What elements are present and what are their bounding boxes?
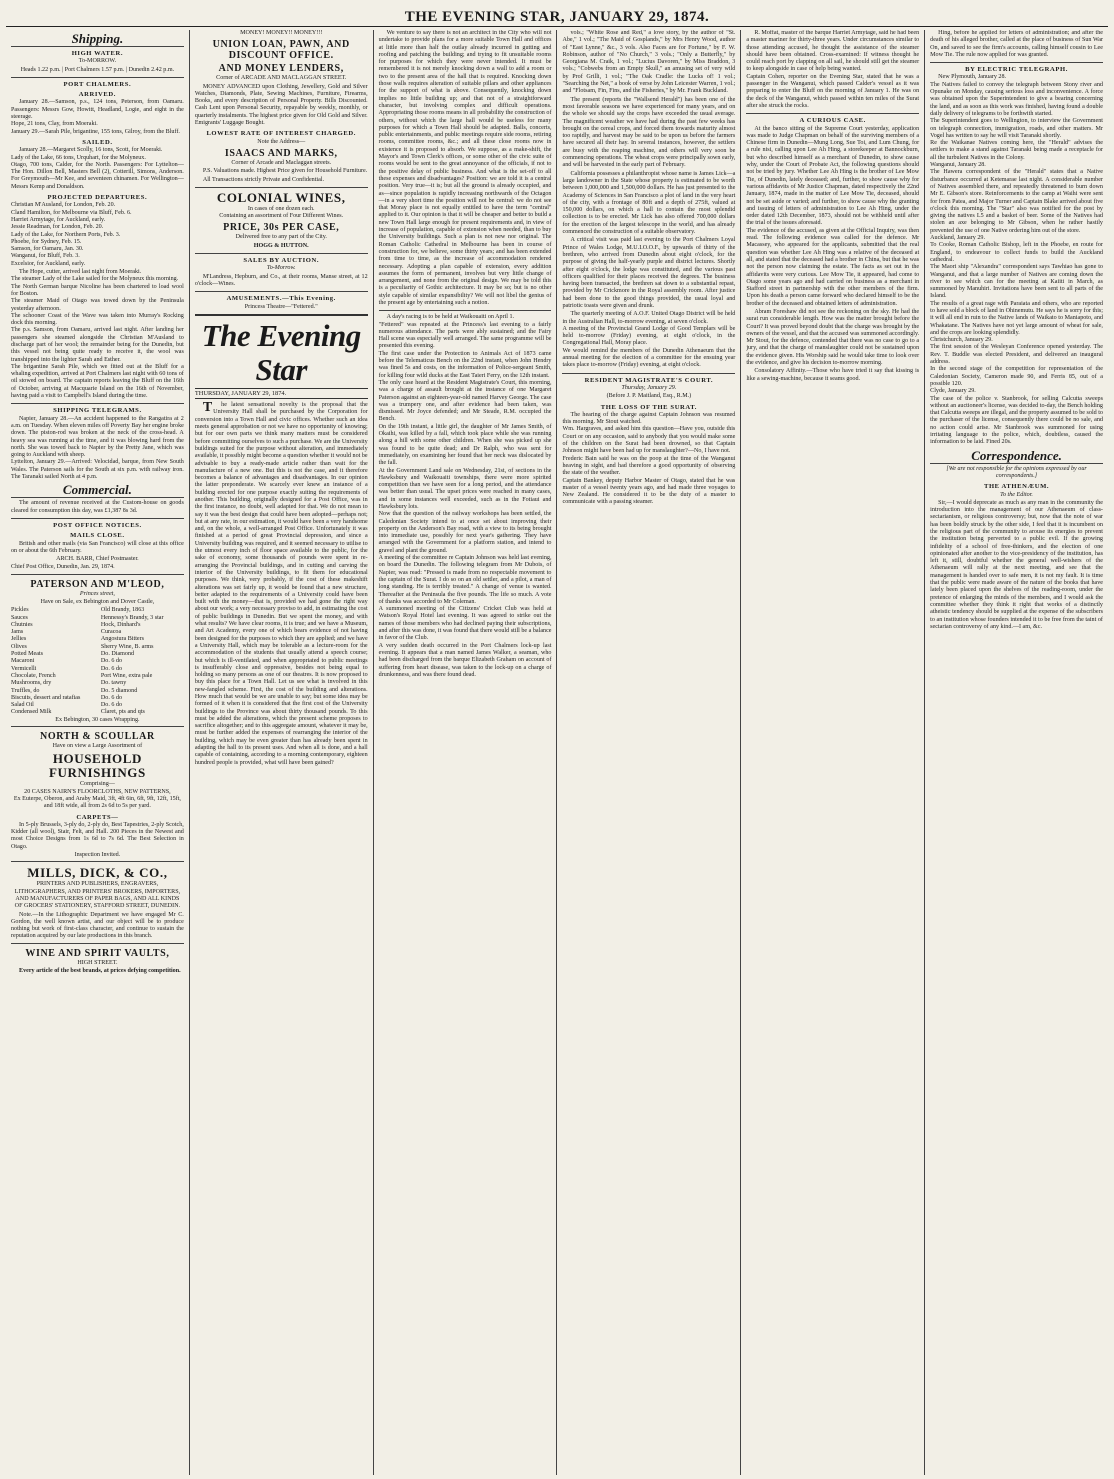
california-report: California possesses a philanthropist whose name is James Lick—a large landowner in the State whose property is estimated to be worth between 1,000,000 and 1,500,000 dollars. He has just presented to the Academy of Sciences in San Francisco a plot of land in the very heart of the city, with a frontage of 80ft and a depth of 275ft, valued at 150,000 dollars, on which a hall to contain the most splendid collection is to be erected. Mr Lick has also offered 700,000 dollars for the erection of the largest telescope in the world, and has already commenced the construction of a suitable observatory. (562, 170, 736, 236)
auction-heading: SALES BY AUCTION. (243, 257, 320, 265)
shipping-news: The Hope, cutter, arrived last night from Moeraki. The steamer Lady of the Lake sailed for the Molyneux this morning. The North German barque Nicoline has been chartered to load wool for Boston. The steamer Maid of Otago was towed down by the Peninsula yesterday afternoon. The schooner Coast of the Wave was taken into Murray's Rocking dock this morning. The p.s. Samson, from Oamaru, arrived last night. After landing her passengers she steamed alongside the Christian M'Ausland to discharge part of her wool; the remainder being for the Dunedin, but this vessel not being quite ready to receive it, the wool was transhipped into the lighter Sarah and Esther. The brigantine Sarah Pile, which we fitted out at the Bluff for a whaling expedition, arrived at Port Chalmers last night with 60 tons of oil stowed on board. The captain reports leaving the Bluff on the 16th of October, arriving at Macquarie Island on the 16th of November, having paid a visit to Campbell's Island during the time. (11, 269, 184, 400)
books-list: vols.; "White Rose and Red," a love story, by the author of "St. Abe," 1 vol.; "The Maid of Gosplands," by Mrs Henry Wood, author of "East Lynne," &c., 3 vols. Also Faces are for Fortune," by F. W. Robinson, author of "No Church," 3 vols.; "Only a Butterfly," by Georgiana M. Craik, 1 vol.; "Lucius Davoren," by Miss Braddon, 3 vols.; "Cobwebs from an Empty Skull," an amusing set of very wild by Prof Grilli, 1 vol.; "The Oak Cradle: the Lucks of! 1 vol.; "Searching the Net," a book of verse by John Leicester Warren, 1 vol.; and "Flotsam, Fin, Fins, and the Fisheries," by Mr. Frank Buckland. (562, 30, 736, 95)
paterson-footer: Ex Bebington, 30 cases Wrapping. (55, 716, 140, 723)
inspection-note: Inspection Invited. (74, 852, 121, 859)
correspondence-note: [We are not responsible for the opinions expressed by our correspondents.] (946, 465, 1087, 479)
shipping-title: Shipping. (11, 31, 184, 47)
divider (195, 187, 368, 188)
column-4 (556, 30, 740, 1475)
curious-heading: A CURIOUS CASE. (799, 117, 866, 125)
surat-continued: R. Moffat, master of the barque Harriet Armytage, said he had been a master mariner for thirty-three years. Under circumstances similar to those attending accused, he thought the assistance of the steamer should have been obtained. Cross-examined: If witness thought he could reach port by clapping on all sail, he should still get the steamer to keep alongside in case of help being wanted. Captain Cohen, reporter on the Evening Star, stated that he was a passenger in the Wanganui, which passed Calder's vessel as it was preparing to enter the Bluff on the morning of January 1. He was on the deck of the Wanganui, which passed within ten miles of the Surat after she struck the rocks. (746, 30, 920, 109)
isaacs-address: Corner of Arcade and Maclaggan streets. (231, 159, 332, 166)
price-list-item: Vermicelli (11, 665, 37, 672)
high-water-heading: HIGH WATER. (71, 50, 124, 57)
household-heading: HOUSEHOLD FURNISHINGS (48, 751, 146, 781)
price-list-item: Angostura Bitters (100, 636, 145, 643)
arrived-text: January 28.—Samson, p.s., 124 tons, Peterson, from Oamaru. Passengers: Messrs Gow, Howitt, Headland, Logie, and eight in the steerage. Hope, 21 tons, Clay, from Moeraki. January 29.—Sarah Pile, brigantine, 155 tons, Gilroy, from the Bluff. (11, 99, 184, 135)
column-1 (6, 30, 189, 1475)
commercial-text: The amount of revenue received at the Custom-house on goods cleared for consumption this day, was £1,387 8s 3d. (11, 500, 184, 514)
columns (6, 30, 1108, 1475)
isaacs-ps: P.S. Valuations made. Highest Price given for Household Furniture. (202, 168, 368, 175)
price-list-item: Salad Oil (11, 702, 34, 709)
paterson-text: Have on Sale, ex Bebington and Dover Castle, (40, 599, 155, 605)
price-list-item: Port Wine, extra pale (100, 672, 153, 679)
sailed-heading: SAILED. (82, 138, 113, 146)
curious-end: Hing, before he applied for letters of administration; and after the death of his alleged brother, called at the place of business of Sun War On, and saved to see the firm's accounts, calling himself cousin to Lee Mow Tie. The rule now applied for was granted. (930, 30, 1103, 58)
court-date: Thursday, January 29. (621, 384, 677, 391)
arrived-heading: ARRIVED. (78, 91, 117, 99)
post-signature: ARCH. BARR, Chief Postmaster. (56, 556, 139, 563)
column-3 (373, 30, 557, 1475)
column-5 (740, 30, 924, 1475)
projected-heading: PROJECTED DEPARTURES. (47, 194, 148, 202)
athenaeum-heading: THE ATHENÆUM. (983, 483, 1050, 491)
tomorrow-label: To-MORROW. (78, 58, 117, 65)
divider (379, 310, 552, 311)
price-list-item: Jellies (11, 636, 27, 643)
paterson-heading: PATERSON AND M'LEOD, (30, 578, 165, 590)
divider (746, 113, 919, 114)
local-news: A day's racing is to be held at Waikouaiti on April 1. "Fettered" was repeated at the Princess's last evening to a fairly numerous attendance. The parts were ably sustained; and the Fairy Hall scene was especially well arranged. The same programme will be presented this evening. The first case under the Protection to Animals Act of 1873 came before the Telematicus Bench on the 22nd instant, when John Hendry was fined 5s and costs, on the information of Police-sergeant Smith, for killing four wild ducks at the East Taieri Ferry, on the 12th instant. The only case heard at the Resident Magistrate's Court, this morning, was a charge of assault brought at the instance of one Margaret Paterson against an eighteen-year-old named Harvey George. The case was a trumpery one, and after evidence had been taken, was dismissed. Mr Joyce defended; and Mr Steade, R.M. occupied the Bench. On the 19th instant, a little girl, the daughter of Mr James Smith, of Okaihi, was killed by a fall, which took place while she was running along a hill with some other children. When she was picked up she was found to be quite dead; and Dr Ralph, who was sent for immediately, on examining her found that her neck was dislocated by the fall. At the Government Land sale on Wednesday, 21st, of sections in the Hawksbury and Waikouaiti townships, there were more spirited competition than we have seen for a long period, and the attendance was better than usual. The upset prices were reached in many cases, and in some instances well exceeded, such as in the Fotiaui and Hawksbury lots. Now that the question of the railway workshops has been settled, the Caledonian Society intend to at once set about improving their property on the Anderson's Bay road, with a view to its being brought into immediate use, possibly for next year's gathering. They have arranged with the Government for a platform station, and intend to gravel and plant the ground. A meeting of the committee re Captain Johnson was held last evening, on board the Dunedin. The following telegram from Mr Dubois, of Napier, was read: "Pressed is made from no respectable movement to the captain of the Surat. I do so on an old settler, and a pilot, a man of long standing. He is terribly treated." A change of venue is wanted. Thereafter at the Peninsula the five pounds. The life so much. A vote of thanks was accorded to Mr Coleman. A summoned meeting of the Citizens' Cricket Club was held at Watson's Royal Hotel last evening. It was agreed to strike out the names of those members who had declined paying their subscriptions, and after this was done, it was found that there would still be a balance in favor of the Club. A very sudden death occurred in the Port Chalmers lock-up last evening. It appears that a man named James Walker, a seaman, who had been discharged from the barque Elizabeth Graham on account of suffering from heart disease, was taken to the lock-up on a charge of drunkenness, and was there found dead. (378, 314, 552, 678)
price-list-item: Curacoa (100, 629, 122, 636)
paterson-price-list (11, 607, 184, 716)
newspaper-flag: The Evening Star (201, 317, 361, 387)
hogg-signature: HOGG & HUTTON. (253, 242, 309, 249)
divider (11, 518, 184, 519)
wine-text: Every article of the best brands, at prices defying competition. (19, 967, 181, 974)
divider (195, 314, 368, 316)
column-2 (189, 30, 373, 1475)
price-list-item: Truffles, do (11, 687, 40, 694)
divider (11, 403, 184, 404)
price-list-item: Pickles (11, 607, 29, 614)
correspondence-title: Correspondence. (930, 448, 1103, 464)
sailed-text: January 28.—Margaret Scolly, 16 tons, Scott, for Moeraki. Lady of the Lake, 66 tons, Urquhart, for the Molyneux. Otago, 700 tons, Calder, for the North. Passengers: For Lyttelton—The Hon. Dillon Bell, Masters Bell (2), Cotterill, Simons, Anderson. For Greymouth—Mr Kee, and seventeen chinamen. For Wellington—Messrs Kemp and Donaldson. (11, 147, 184, 190)
leader-continued: We venture to say there is not an architect in the City who will not undertake to provide plans for a more suitable Town Hall and offices at little more than half the outlay already incurred in gutting and roofing and patching the building; and trying to fit unsuitable rooms for purposes for which they were never intended. It must be remembered it is not merely knocking down a wall to add a room or two to the present area of the hall that is required. Knocking down those walls requires alteration of suitable pillars and other appliances for the support of what is above. Consequently, knocking down implies no little building up; and that not of a straightforward character, but involving complex and difficult operations. Appropriating those rooms means in all probability the construction of others, without which the large hall would be useless for many purposes for which a Town Hall should be adapted. Balls, concerts, public entertainments, and public meetings require side rooms, retiring rooms, committee rooms, &c.; and all these close rooms now in existence it is proposed to absorb. We suppose, as a make-shift, the Mayor's and Town Clerk's offices, or some other of the civic suite of rooms would be sent to the great annoyance of the officials, if not to the positive delay of public business. And what is the set-off to all these expenses and disadvantages? Position: we are told it is a central position. Very true—it is; but all the ground is already occupied, and as—since population is rapidly increasing northwards of the Octagon—in a very short time the position will not be central: we do not see that Moray place is not equally entitled to have the term "central" applied to it. Our opinion is that it will be cheaper and better to build a new Town Hall large enough for present requirements and, in view of increase of population, capable of extension when needed, than to buy the University buildings. Such a plan is not new nor original. The Roman Catholic Cathedral in Melbourne has been in course of construction for, we believe, some thirty years; and has been extended from time to time, as the increase of accommodation rendered necessary. Adopting a plan capable of extension, every addition assumes the form of permanent, involves but very little change of arrangement, and none from the original design. We may be told this is a peculiarity of Gothic architecture. It may be so; but is no other style capable of similar expansibility? We will not libel the genius of the present age by entertaining such a notion. (378, 30, 552, 306)
auction-tomorrow: To-Morrow. (266, 265, 296, 272)
athenaeum-to: To the Editor. (1000, 491, 1033, 498)
price-list-item: Do. tawny (100, 680, 127, 687)
price-list-item: Do. 6 do (100, 702, 123, 709)
mails-text: British and other mails (via San Francisco) will close at this office on or about the 6th February. (11, 540, 184, 554)
divider (195, 291, 368, 292)
isaacs-heading: ISAACS AND MARKS, (224, 147, 338, 159)
price-list-item: Do. 6 do (100, 658, 123, 665)
price-list-item: Sauces (11, 614, 28, 621)
court-heading: RESIDENT MAGISTRATE'S COURT. (584, 376, 714, 384)
mills-note: Note.—In the Lithographic Department we have engaged Mr C. Gordon, the well known artist, and our object will be to produce nothing but work of first-class character, and continue to sustain the reputation acquired by our late productions in this branch. (11, 911, 184, 940)
colonial-text: In cases of one dozen each. Containing an assortment of Four Different Wines. (219, 205, 344, 220)
price-list-item: Claret, pts and qts (100, 709, 145, 716)
union-address: Corner of ARCADE AND MACLAGGAN STREET. (216, 75, 347, 82)
isaacs-pre: Note the Address— (257, 138, 306, 145)
price-list-item: Biscuits, dessert and ratafias (11, 694, 81, 701)
harvest-report: The present (reports the "Wallsend Herald") has been one of the most favorable seasons we have experienced for many years, and on the whole we should say the crops have exceeded the usual average. The magnificent weather we have had during the past few weeks has brought on the cereal crops, and forced them towards maturity almost too rapidly, and harvest may be said to be upon us before the farmers have secured all their hay. In several instances, however, the settlers are busy with the reaping machine, and others will very soon be commencing operations. The wheat crops were principally sown early, and will be harvested in the early part of February. (562, 96, 736, 169)
price-list-item: Do. 6 do (100, 694, 123, 701)
column-6 (924, 30, 1108, 1475)
telegrams-heading: SHIPPING TELEGRAMS. (53, 407, 142, 415)
rate-heading: LOWEST RATE OF INTEREST CHARGED. (206, 130, 357, 138)
projected-text: Christian M'Ausland, for London, Feb. 20. Cland Hamilton, for Melbourne via Bluff, Feb. 6. Harriet Armytage, for Auckland, early. Jessie Readman, for London, Feb. 20. Lady of the Lake, for Northern Ports, Feb. 3. Phoebe, for Sydney, Feb. 15. Samson, for Oamaru, Jan. 30. Wanganui, for Bluff, Feb. 3. Excelsior, for Auckland, early. (11, 202, 132, 267)
divider (195, 253, 368, 254)
carpets-heading: CARPETS— (76, 813, 119, 821)
commercial-title: Commercial. (11, 482, 184, 498)
amusements-heading: AMUSEMENTS.—This Evening. (226, 295, 336, 303)
dateline-day: THURSDAY, JANUARY 29, 1874. (194, 389, 287, 397)
athenaeum-letter: Sir,—I would deprecate as much as any man in the community the introduction into the management of our Athenaeum of class-sectarianism, or religious controversy; but, now that the note of war has been boldly struck by the other side, I feel that it is incumbent on the religious part of the community to arouse its energies to prevent the institution being perverted to a public evil. If the growing infidelity of a school of free-thinkers, and the election of one opinionated after another to the vice-presidency of the institution, has left it, still, doubtful whether the general well-wishers of the Athenaeum will rally at the next meeting, and see that the management is handed over to safe men, it is not my fault. It is time that the public were made aware of the nature of the books that have lately been placed upon the shelves of the reading-room, under the pretence of enlarging the minds of the members, and I would ask the committee whether they think it right that works of a distinctly atheistic tendency should be supplied at the expense of the subscribers to an institution whose founders intended it to be free from the taint of sectarian controversy of any kind.—I am, &c. (930, 499, 1103, 630)
running-head: THE EVENING STAR, JANUARY 29, 1874. (404, 9, 710, 25)
post-heading: POST OFFICE NOTICES. (53, 521, 142, 529)
price-list-item: Hennessy's Brandy, 3 star (100, 614, 164, 621)
surat-heading: THE LOSS OF THE SURAT. (600, 403, 698, 411)
mills-text: PRINTERS AND PUBLISHERS, ENGRAVERS, LITHOGRAPHERS, AND PRINTERS' BROKERS, IMPORTERS, AND MANUFACTURERS OF PAPER BAGS, AND ALL KINDS OF GROCERS' STATIONERY, STAFFORD STREET, DUNEDIN. (14, 881, 181, 910)
post-signature-2: Chief Post Office, Dunedin, Jan. 29, 1874. (11, 564, 115, 571)
price-list-item: Do. Diamond (100, 651, 135, 658)
colonial-heading: COLONIAL WINES, (216, 189, 346, 205)
page-spacer-right (1081, 11, 1084, 26)
price-list-item: Sherry Wine, B. arms (100, 643, 154, 650)
meetings-notice: The quarterly meeting of A.O.F. United Otago District will be held in the Australian Hall, to-morrow evening, at seven o'clock. A meeting of the Provincial Grand Lodge of Good Templars will be held to-morrow (Friday) evening, at eight o'clock, in the Congregational Hall, Moray place. We would remind the members of the Dunedin Athenaeum that the annual meeting for the election of a committee for the ensuing year takes place to-morrow (Friday) evening, at eight o'clock. (562, 311, 736, 369)
paterson-ad (11, 574, 184, 724)
port-heading: PORT CHALMERS. (63, 80, 132, 88)
money-line: MONEY! MONEY!! MONEY!!! (240, 30, 323, 36)
carpets-text: In 5-ply Brussels, 3-ply do, 2-ply do, Best Tapestries, 2-ply Scotch, Kidder (all wool), Stair, Felt, and Hall. 200 Pieces in the Newest and most Choice Designs from 1s 6d to 7s 6d. The Best Selection in Otago. (11, 821, 184, 850)
divider (562, 373, 735, 374)
price-list-item: Potted Meats (11, 651, 43, 658)
curious-text: At the banco sitting of the Supreme Court yesterday, application was made to Judge Chapman on behalf of the surviving members of a Chinese firm in Dunedin—Mung Long, Sue Toi, and Lum Chung, for a rule nisi, calling upon Lee Ah Hing, a storekeeper at Bannockburn, but who described himself as a merchant of Dunedin, to show cause why, under the Court of Probate Act, the following questions should not be tried by jury. Whether Lee Ah Hing is the brother of Lee Mow Tie, of Dunedin, lately deceased; and, further, to show cause why for various affidavits of Mr Justice Chapman, dated respectively the 22nd January, 1874, made in the matter of Lee Mow Tie, deceased, should not be set aside or varied; and further, to show cause why the granting and issuing of letters of administration to Lee Ah Hing, under the order dated 12th December, 1873, should not be withheld until after the trial of the issues aforesaid. The evidence of the accused, as given at the Official Inquiry, was then read. The following evidence was called for the defence. Mr Macassey, who appeared for the applicants, submitted that the real question was whether Lee Ah Hing was a relative of the deceased at all, and stated that the deceased had a brother in China, but that he was not the person now claiming the estate. The facts as set out in the affidavits were very curious. Lee Mow Tie, it appeared, had come to Otago some years ago and had carried on business as a merchant in Stafford street in partnership with the other members of the firm. Upon his death a person came forward who declared himself to be the brother of the deceased and obtained letters of administration. (746, 125, 920, 307)
price-list-left (11, 607, 94, 716)
union-heading: UNION LOAN, PAWN, AND DISCOUNT OFFICE. (212, 39, 350, 62)
mails-heading: MAILS CLOSE. (70, 532, 125, 540)
price-list-item: Chocolate, French (11, 672, 56, 679)
wine-ad (11, 943, 184, 976)
mills-heading: MILLS, DICK, & CO., (27, 865, 168, 881)
household-text: Comprising— 20 CASES NAIRN'S FLOORCLOTHS, NEW PATTERNS, Ex Euterpe, Oberon, and Araby Maid, 3ft, 4ft 6in, 6ft, 9ft, 12ft, 15ft, and 18ft wide, all from 2s 6d to 5s per yard. (13, 781, 181, 810)
isaacs-conf: All Transactions strictly Private and Confidential. (202, 176, 325, 183)
surat-text: The hearing of the charge against Captain Johnson was resumed this morning. Mr Stout watched. Wm. Hargraves, and asked him this question—Have you, outside this Court or on any occasion, said to anybody that you would make some of the children on the Surat had been drowned, so that Captain Johnson might have been had up for manslaughter?—No, I have not. Frederic Bain said he was on the poop at the time of the Wanganui heaving in sight, and had therefore a good opportunity of observing the state of the weather. Captain Bankey, deputy Harbor Master of Otago, stated that he was master of a vessel twenty years ago, and had made three voyages to New Zealand. He considered it to be the duty of a master to communicate with a passing steamer. (562, 411, 736, 506)
dateline (195, 388, 368, 399)
price-list-item: Olives (11, 643, 27, 650)
divider (11, 77, 184, 78)
price-list-item: Mushrooms, dry (11, 680, 52, 687)
price-list-right (101, 607, 184, 716)
telegraph-text: New Plymouth, January 28. The Natives failed to convey the telegraph between Stony river and Opunake on Monday, causing serious loss and inconvenience. A force was obtained upon the Superintendent to give a bearing concerning the land, and as soon as this work was finished, having found a double daily delivery of telegrams to be forthwith started. The Superintendent goes to Wellington, to interview the Government on telegraph connection, immigration, roads, and other matters. Mr Vogel has written to say he will visit Taranaki shortly. Re the Waikanae Natives coming here, the "Herald" advises the settlers to make a stand against Taranaki being made a receptacle for all the turbulent Natives in the Colony. Wanganui, January 28. The Hawera correspondent of the "Herald" states that a Native disturbance occurred at Ketemarae last night. A considerable number of Natives assembled there, and repeatedly threatened to burn down Mr E. Gibson's store. Reinforcements to the camp at Waihi were sent for from Patea, and Major Turner and Captain Blake arrived about five o'clock this morning. The "Star" also was notified for the post by giving the natives L5 and a basket of beer. Some of the Natives had stolen an axe belonging to Mr Gibson, when he rather hastily prevented the use of one Native ordering him out of the store. Auckland, January 29. To Cooke, Roman Catholic Bishop, left in the Phoebe, en route for England, to endeavour to collect funds to build the Auckland cathedral. The Maori ship "Alexandra" correspondent says Tawhiao has gone to Wanganui, and that a large number of Natives are coming down the river to see which can for the meeting at Kaiiti in March, as summoned by Manuhiri. Invitations have been sent to all parts of the Island. The results of a great rage with Paraiata and others, who are reported to have sold a block of land in Ohinemutu. He says he is sorry for this; it will all end in ruin to the Native lands of Waikato to Maniapoto, and Whakatane. The Natives have not yet large amount of wheat for sale, and the crops are looking splendidly. Christchurch, January 29. The first session of the Wesleyan Conference opened yesterday. The Rev. T. Buddle was elected President, and delivered an inaugural address. In the second stage of the competition for representation of the Caledonian Society, Cameron made 90, and Ferris 85, out of a possible 120. Clyde, January 29. The case of the police v. Stanbrook, for selling Calcutta sweeps without an auctioneer's license, was decided to-day, the Bench holding that Calcutta sweeps are illegal, and the property assumed to be sold to the purchaser of the license, consequently there could be no sale, and no action could arise. Mr Stanbrook was summoned for using irritating language to the police, which, doubtless, caused the information to be laid. Fined 20s. (930, 74, 1103, 446)
union-sub: AND MONEY LENDERS, (218, 63, 344, 75)
wine-sub: HIGH STREET. (77, 959, 118, 966)
price-list-item: Old Brandy, 1863 (100, 607, 145, 614)
amusements-text: Princess Theatre—"Fettered." (244, 303, 318, 310)
page-spacer-left (30, 11, 33, 26)
affinity-note: Consolatory Affinity.—Those who have tried it say that kissing is like a sewing-machine, because it seams good. (746, 368, 920, 382)
paterson-address: Princes street, (79, 590, 115, 597)
union-text: MONEY ADVANCED upon Clothing, Jewellery, Gold and Silver Watches, Diamonds, Plate, Sewing Machines, Furniture, Firearms, Books, and every description of Personal Property. Bills Discounted. Cash Lent upon Personal Security, repayable by weekly, monthly, or quarterly instalments. The highest price given for Old Gold and Silver. Emigrants' Luggage Bought. (194, 83, 368, 127)
colonial-delivery: Delivered free to any part of the City. (235, 234, 327, 241)
leader-article: The latest sensational novelty is the proposal that the University Hall shall be purchased by the Corporation for conversion into a Town Hall and civic offices. Whether such an idea meets general approbation or not we have no opportunity of knowing; but for our own parts we think many matters must be considered before committing ourselves to such a purchase. We are the University buildings suited for the purpose without alteration, and immediately available, it possibly might become a question whether it would not be advisable to buy a ready-made article rather than wait for the manufacture of a new one. But this is not the case, and it therefore becomes a balance of advantages and disadvantages. In our opinion the latter preponderate. We scarcely ever knew an instance of a building erected for one purpose exactly suiting the requirements of another. This building, originally designed for a Post Office, was in the first instance, no doubt, well adapted for that. We do not mean to say it was the best design that could have been adopted—perhaps not; but at any rate, in our estimation, it would have been a very handsome and, on the whole, a well-arranged Post Office. Unfortunately it was finished at a period of great Provincial depression, and since a University building was required, and it seemed necessary to utilise to the utmost every inch of floor space available to the public, for the sake of economy, some thousands of pounds were spent in re-arranging the Provincial buildings, and in cutting and carving the interior of the University buildings, to fit them for educational purposes. We think, very probably, if the cost of these makeshift alterations was set fairly up, it would be found that a new structure, better adapted to the requirements of a University could have been built with the money—that is, provided we had gone the right way about our work; a very necessary proviso to add, in estimating the cost of public buildings in Dunedin. But we spent the money, and with what results? We have clear rooms, it is true; and we have a Museum, and Art Academy, every one of which bears evidence of not having been designed for the purposes to which they are applied; and we have a University Hall, which may be tolerable as a lecture-room for the accommodation of the students that usually attend a speech course; but which is ill-ventilated, and when appropriated to public meetings is insufferably close and oppressive, besides not being equal to holding so many persons as one of our theatres. It is now proposed to buy this place for a Town Hall. Let us see what is involved in this new-fangled scheme. First, the cost of the building and alterations. How much that would be we are unable to say; but some idea may be formed of it when it is considered that the first cost of the University buildings to the Province was about thirty thousand pounds. To this must be added the alterations, which the present scheme proposes to sacrifice altogether; and to this aggregate amount, whatever it may be, must be further added the expenses of rearranging the interior of the building, which may be even greater than has already been spent in adapting the hall to its present uses. And when all is done, and a hall capable of containing, according to a morning contemporary, eighteen hundred people is provided, what will have been gained? (194, 400, 368, 766)
telegrams-text: Napier, January 28.—An accident happened to the Rangatira at 2 a.m. on Tuesday. When eleven miles off Poverty Bay her engine broke down. The piston-rod was broken at the neck of the cross-head. A heavy sea was running at the time, and it was blowing hard from the north. She was towed back to Napier by the Pretty Jane, which was going to Auckland with sheep. Lyttelton, January 29.—Arrived: Velocidad, barque, from New South Wales. The Paterson sails for the South at six p.m. with railway iron. The Taranaki sailed North at 4 p.m. (11, 415, 184, 481)
wine-heading: WINE AND SPIRIT VAULTS, (25, 947, 170, 959)
lodge-report: A critical visit was paid last evening to the Port Chalmers Loyal Prince of Wales Lodge, M.U.I.O.O.F., by upwards of thirty of the brethren, who arrived from Dunedin about eight o'clock, for the purpose of giving the half-yearly purple and district lectures. Shortly after eight o'clock, the lodge was constituted, and the various past officers qualified for their places received the degrees. The business having been transacted, the brethren sat down to a substantial repast, provided by Mr Crickmore in the Royal assembly room. After justice had been done to the good things provided, the usual loyal and patriotic toasts were given and drunk. (562, 237, 736, 309)
mills-ad (11, 861, 184, 940)
colonial-price: PRICE, 30s PER CASE, (223, 222, 340, 234)
north-heading: NORTH & SCOULLAR (40, 731, 155, 743)
price-list-item: Do. 6 do (100, 665, 123, 672)
price-list-item: Do. 5 diamond (100, 687, 138, 694)
price-list-item: Jams (11, 629, 24, 636)
tide-table: Heads 1.22 p.m. | Port Chalmers 1.57 p.m. | Dunedin 2.42 p.m. (20, 66, 175, 73)
north-sub: Have on view a Large Assortment of (52, 743, 143, 750)
price-list-item: Condensed Milk (11, 709, 52, 716)
telegraph-heading: BY ELECTRIC TELEGRAPH. (965, 66, 1068, 74)
auction-text: M'Landress, Hepburn, and Co., at their rooms, Manse street, at 12 o'clock—Wines. (194, 273, 368, 287)
price-list-item: Hock, Dinhard's (100, 621, 141, 628)
price-list-item: Macaroni (11, 658, 35, 665)
north-ad (11, 726, 184, 859)
divider (930, 62, 1103, 63)
masthead (6, 4, 1108, 27)
court-before: (Before J. P. Maitland, Esq., R.M.) (606, 393, 692, 400)
price-list-item: Chutnies (11, 621, 33, 628)
curious-text-2: Abram Foreshaw did not see the reckoning on the sky. He had the surat run considerable length. How was the matter brought before the Court? It was proved beyond doubt that the charge was brought by the owners of the vessel, and that the accused was summoned accordingly. Mr Stout, for the defence, contended that there was no case to go to a jury, and that the charge of manslaughter could not be sustained upon the evidence given. His Worship said he would take time to look over the evidence, and give his decision to-morrow morning. (746, 308, 920, 367)
